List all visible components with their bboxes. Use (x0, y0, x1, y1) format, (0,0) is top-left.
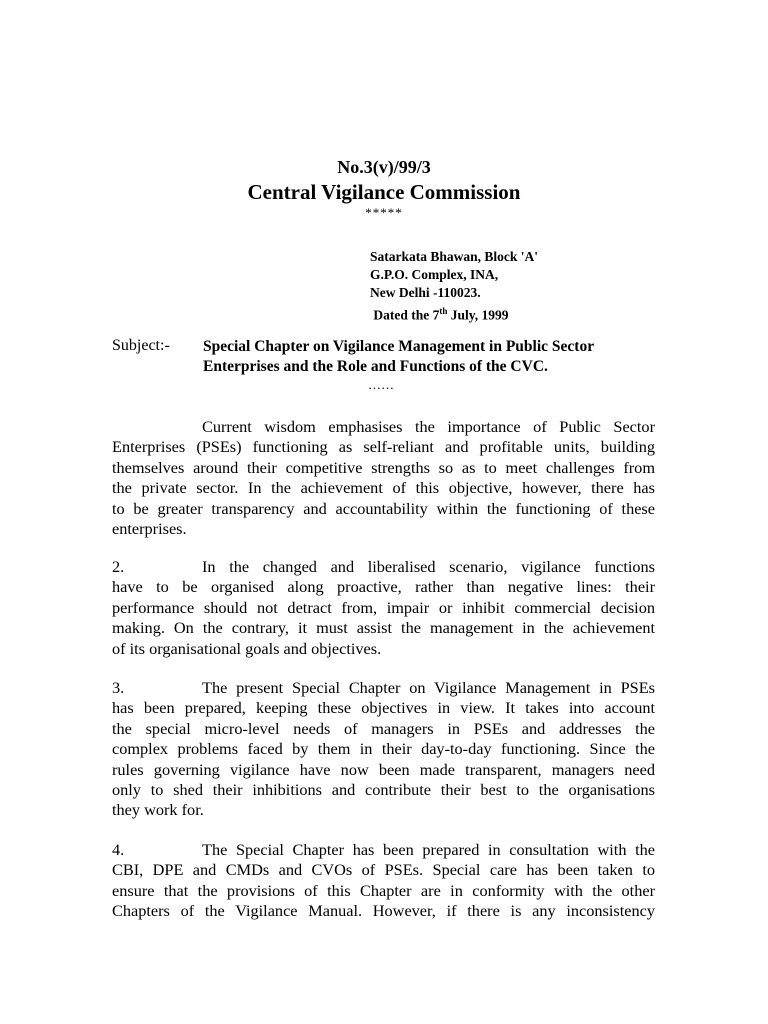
paragraph-line: CBI, DPE and CMDs and CVOs of PSEs. Special care has been taken to (112, 860, 655, 880)
subject-text: Special Chapter on Vigilance Management in Public Sector Enterprises and the Role and Functions of the CVC. (203, 338, 594, 375)
paragraph-line: making. On the contrary, it must assist the management in the achievement (112, 618, 655, 638)
paragraph-line: 2. In the changed and liberalised scenario, vigilance functions (112, 557, 655, 576)
paragraph-number: 3. (112, 678, 125, 697)
paragraph-2 (112, 557, 655, 659)
paragraph-line: performance should not detract from, impair or inhibit commercial decision (112, 597, 655, 617)
paragraph-line: themselves around their competitive strengths so as to meet challenges from (112, 457, 655, 477)
paragraph-number: 4. (112, 840, 125, 859)
date-superscript: th (439, 306, 448, 316)
paragraph-line: 4. The Special Chapter has been prepared in consultation with the (112, 840, 655, 859)
date-line (370, 302, 538, 325)
address-line-2: G.P.O. Complex, INA, (370, 267, 499, 282)
paragraph-number: 2. (112, 557, 125, 576)
paragraph-line: Current wisdom emphasises the importance of Public Sector (202, 417, 655, 436)
paragraph-line: complex problems faced by them in their day-to-day functioning. Since the (112, 739, 655, 759)
date-prefix: Dated the 7 (370, 307, 440, 323)
paragraph-4 (112, 840, 655, 922)
paragraph-line: the private sector. In the achievement of this objective, however, there has (112, 478, 655, 498)
address-line-1: Satarkata Bhawan, Block 'A' (370, 249, 539, 264)
address-line-3: New Delhi -110023. (370, 285, 481, 300)
paragraph-line: only to shed their inhibitions and contribute their best to the organisations (112, 780, 655, 800)
paragraph-line: ensure that the provisions of this Chapter are in conformity with the other (112, 880, 655, 900)
subject-label: Subject:- (112, 337, 170, 354)
paragraph-line: to be greater transparency and accountability within the functioning of these (112, 498, 655, 518)
title-separator: ***** (365, 205, 403, 220)
paragraph-line: have to be organised along proactive, rather than negative lines: their (112, 577, 655, 597)
organisation-title: Central Vigilance Commission (247, 180, 521, 204)
paragraph-line: enterprises. (112, 519, 187, 539)
subject-dots: …… (368, 377, 394, 392)
paragraph-3 (112, 678, 655, 821)
address-block (370, 248, 538, 325)
paragraph-line: the special micro-level needs of managers in PSEs and addresses the (112, 718, 655, 738)
paragraph-line: of its organisational goals and objectives. (112, 638, 382, 658)
reference-number: No.3(v)/99/3 (337, 157, 431, 177)
paragraph-line: they work for. (112, 800, 204, 820)
paragraph-line: rules governing vigilance have now been made transparent, managers need (112, 759, 655, 779)
date-suffix: July, 1999 (447, 307, 509, 323)
paragraph-line: has been prepared, keeping these objectives in view. It takes into account (112, 698, 655, 718)
paragraph-line: Chapters of the Vigilance Manual. However, if there is any inconsistency (112, 901, 655, 921)
paragraph-line: 3. The present Special Chapter on Vigilance Management in PSEs (112, 678, 655, 697)
paragraph-line: Enterprises (PSEs) functioning as self-reliant and profitable units, building (112, 437, 655, 457)
paragraph-1 (112, 417, 655, 539)
